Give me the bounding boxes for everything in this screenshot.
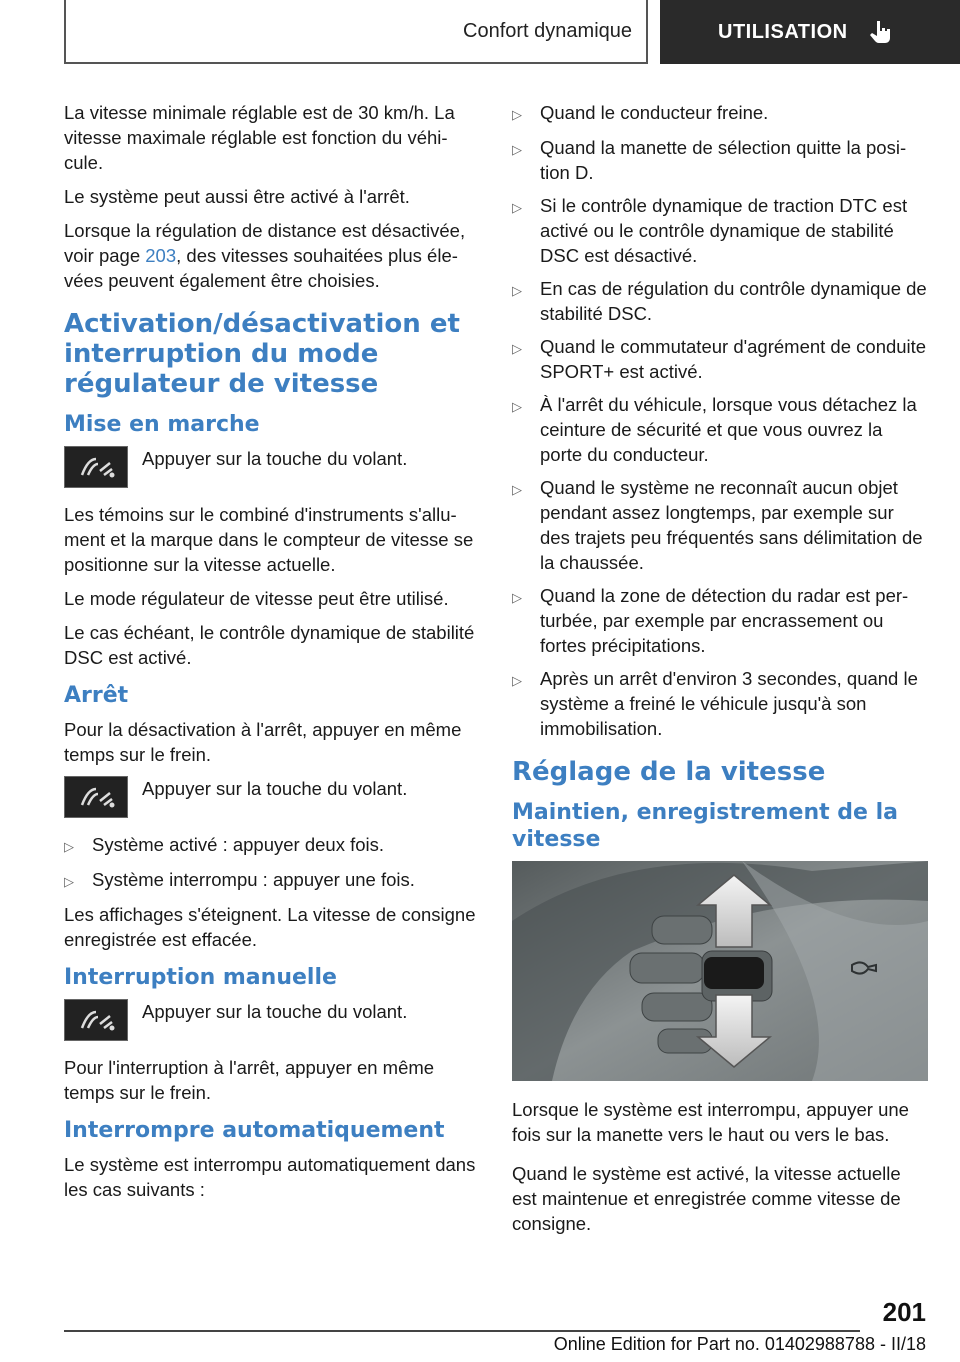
header-section-box <box>64 0 648 64</box>
heading-maintien: Maintien, enregistrement de la vitesse <box>512 800 899 852</box>
list-item-text: Quand le système ne reconnaît aucun objet pendant assez longtemps, par exemple sur des trajets peu fréquentés sans délimitation de la chaussée. <box>540 477 923 573</box>
cruise-control-key-icon <box>64 446 128 488</box>
header-chapter-box <box>660 0 960 64</box>
list-item-text: En cas de régulation du contrôle dynamique de stabilité DSC. <box>540 278 927 324</box>
heading-reglage: Réglage de la vitesse <box>512 757 826 787</box>
paragraph-text: , des vitesses souhaitées plus élevées peuvent également être choisies. <box>64 245 458 291</box>
paragraph: Le système peut aussi être activé à l'arrêt. <box>64 186 410 207</box>
page-number: 201 <box>882 1297 926 1327</box>
key-instruction-text: Appuyer sur la touche du volant. <box>142 778 408 799</box>
triangle-bullet-icon: ▷ <box>64 874 74 889</box>
list-item <box>512 583 928 658</box>
key-instruction <box>64 446 480 488</box>
triangle-bullet-icon: ▷ <box>512 341 522 356</box>
heading-activation: Activation/désactivation et interruption du mode régulateur de vitesse <box>64 309 460 399</box>
header-section-title: Confort dynamique <box>463 19 632 42</box>
bullet-list <box>512 100 928 741</box>
triangle-bullet-icon: ▷ <box>512 283 522 298</box>
list-item <box>512 135 928 185</box>
list-item <box>512 276 928 326</box>
paragraph: Lorsque le système est interrompu, appuyer une fois sur la manette vers le haut ou vers le bas. <box>512 1099 909 1145</box>
key-instruction <box>64 776 480 818</box>
right-column <box>512 100 928 1245</box>
paragraph: Le mode régulateur de vitesse peut être utilisé. <box>64 588 449 609</box>
list-item-text: Système interrompu : appuyer une fois. <box>92 869 415 890</box>
left-column <box>64 100 480 1211</box>
paragraph <box>64 218 480 293</box>
list-item-text: Quand la manette de sélection quitte la position D. <box>540 137 907 183</box>
triangle-bullet-icon: ▷ <box>512 482 522 497</box>
paragraph: Quand le système est activé, la vitesse actuelle est maintenue et enregistrée comme vitesse de consigne. <box>512 1163 901 1234</box>
list-item <box>512 392 928 467</box>
bullet-list <box>64 832 480 894</box>
list-item-text: Quand la zone de détection du radar est perturbée, par exemple par encrassement ou fortes précipitations. <box>540 585 909 656</box>
list-item-text: Quand le commutateur d'agrément de conduite SPORT+ est activé. <box>540 336 927 382</box>
paragraph: Le système est interrompu automatiquement dans les cas suivants : <box>64 1154 476 1200</box>
cruise-control-key-icon <box>64 999 128 1041</box>
list-item-text: À l'arrêt du véhicule, lorsque vous détachez la ceinture de sécurité et que vous ouvrez la porte du conducteur. <box>540 394 917 465</box>
triangle-bullet-icon: ▷ <box>512 673 522 688</box>
list-item-text: Si le contrôle dynamique de traction DTC est activé ou le contrôle dynamique de stabilité DSC est désactivé. <box>540 195 908 266</box>
list-item <box>64 867 480 894</box>
header-chapter-title: UTILISATION <box>718 20 848 43</box>
key-instruction <box>64 999 480 1041</box>
triangle-bullet-icon: ▷ <box>64 839 74 854</box>
list-item <box>512 334 928 384</box>
list-item <box>512 475 928 575</box>
heading-auto: Interrompre automatiquement <box>64 1118 445 1143</box>
hand-pointer-icon <box>868 19 894 45</box>
list-item-text: Système activé : appuyer deux fois. <box>92 834 385 855</box>
paragraph: Les témoins sur le combiné d'instruments s'allument et la marque dans le compteur de vitesse se positionne sur la vitesse actuelle. <box>64 504 474 575</box>
heading-arret: Arrêt <box>64 683 129 708</box>
cruise-control-key-icon <box>64 776 128 818</box>
steering-wheel-lever-photo <box>512 861 928 1081</box>
paragraph: Le cas échéant, le contrôle dynamique de stabilité DSC est activé. <box>64 622 475 668</box>
heading-mise-en-marche: Mise en marche <box>64 412 260 437</box>
list-item <box>64 832 480 859</box>
triangle-bullet-icon: ▷ <box>512 590 522 605</box>
paragraph: Pour la désactivation à l'arrêt, appuyer en même temps sur le frein. <box>64 719 462 765</box>
heading-interruption: Interruption manuelle <box>64 965 337 990</box>
triangle-bullet-icon: ▷ <box>512 200 522 215</box>
key-instruction-text: Appuyer sur la touche du volant. <box>142 1001 408 1022</box>
list-item-text: Après un arrêt d'environ 3 secondes, quand le système a freiné le véhicule jusqu'à son immobilisation. <box>540 668 918 739</box>
list-item <box>512 193 928 268</box>
footer-divider <box>64 1330 860 1332</box>
list-item-text: Quand le conducteur freine. <box>540 102 769 123</box>
triangle-bullet-icon: ▷ <box>512 399 522 414</box>
list-item <box>512 100 928 127</box>
list-item <box>512 666 928 741</box>
key-instruction-text: Appuyer sur la touche du volant. <box>142 448 408 469</box>
triangle-bullet-icon: ▷ <box>512 107 522 122</box>
triangle-bullet-icon: ▷ <box>512 142 522 157</box>
page-link[interactable]: 203 <box>145 245 177 266</box>
footer-edition: Online Edition for Part no. 01402988788 - II/18 <box>553 1334 926 1354</box>
paragraph: La vitesse minimale réglable est de 30 km/h. La vitesse maximale réglable est fonction du véhicule. <box>64 102 455 173</box>
paragraph-text: Lorsque la régulation de distance est désactivée, voir page <box>64 220 466 266</box>
paragraph: Pour l'interruption à l'arrêt, appuyer en même temps sur le frein. <box>64 1057 435 1103</box>
paragraph: Les affichages s'éteignent. La vitesse de consigne enregistrée est effacée. <box>64 904 476 950</box>
